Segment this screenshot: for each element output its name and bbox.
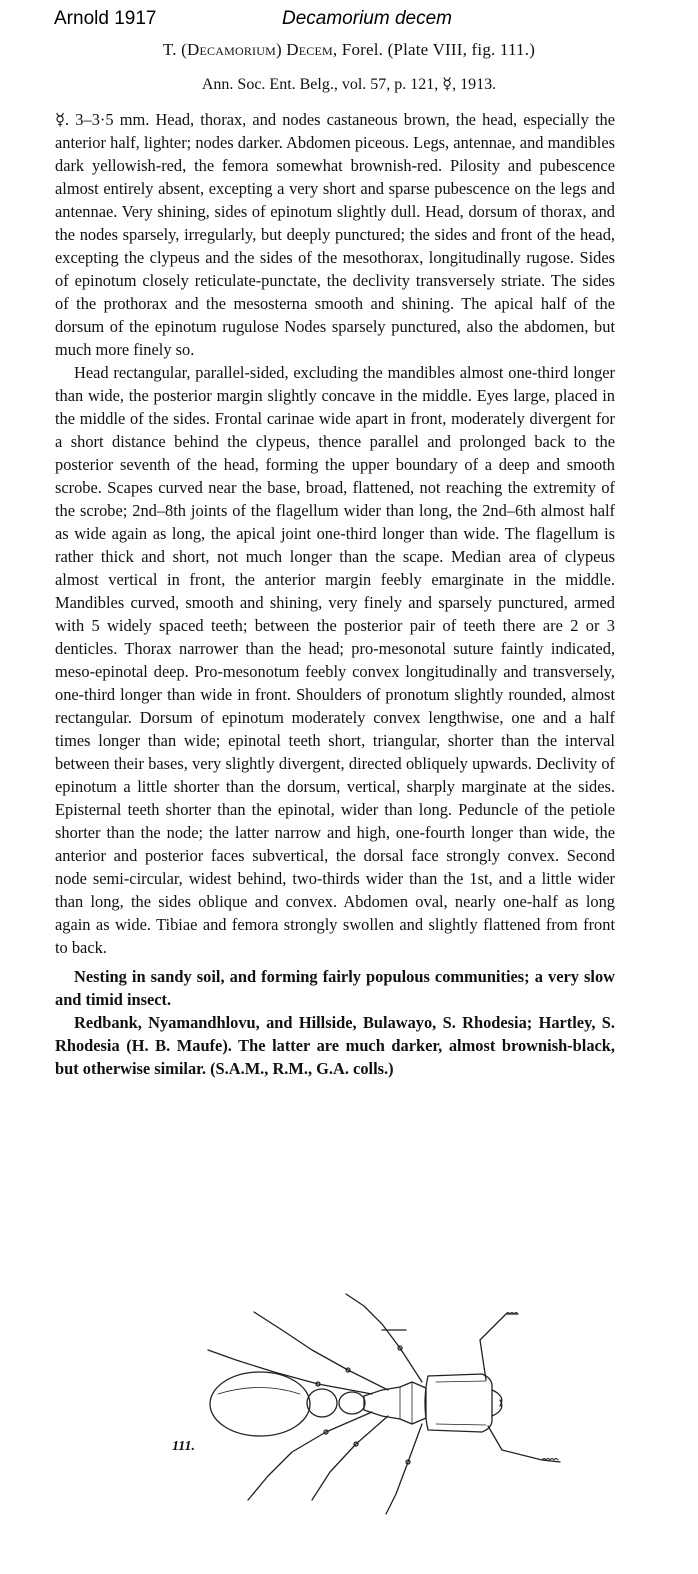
biology-paragraph: Nesting in sandy soil, and forming fairly populous communities; a very slow and timid insect. xyxy=(55,967,615,1009)
description-paragraph: ☿. 3–3·5 mm. Head, thorax, and nodes castaneous brown, the head, especially the anterior half, lighter; nodes darker. Abdomen piceous. Legs, antennae, and mandibles dark yellowish-red, the femora somewhat brownish-red. Pilosity and pubescence almost entirely absent, excepting a very short and sparse pubescence on the legs and antennae. Very shining, sides of epinotum slightly dull. Head, dorsum of thorax, and the nodes sparsely, irregularly, but deeply punctured; the sides and front of the head, excepting the clypeus and the sides of the mesothorax, longitudinally rugose. Sides of epinotum closely reticulate-punctate, the declivity transversely striate. The sides of the prothorax and the mesosterna smooth and shining. The apical half of the dorsum of the epinotum rugulose Nodes sparsely punctured, also the abdomen, but much more finely so. xyxy=(55,110,615,359)
morphology-paragraph: Head rectangular, parallel-sided, excluding the mandibles almost one-third longer than wide, the posterior margin slightly concave in the middle. Eyes large, placed in the middle of the sides. Frontal carinae wide apart in front, moderately divergent for a short distance behind the clypeus, thence parallel and prolonged back to the posterior seventh of the head, forming the upper boundary of a deep and smooth scrobe. Scapes curved near the base, broad, flattened, not reaching the extremity of the scrobe; 2nd–8th joints of the flagellum wider than long, the 2nd–6th almost half as wide again as long, the apical joint one-third longer than wide. The flagellum is rather thick and short, not much longer than the scape. Median area of clypeus almost vertical in front, the anterior margin feebly emarginate in the middle. Mandibles curved, smooth and shining, very finely and sparsely punctured, armed with 5 widely spaced teeth; between the posterior pair of teeth there are 2 or 3 denticles. Thorax narrower than the head; pro-mesonotal suture faintly indicated, meso-epinotal deep. Pro-mesonotum feebly convex longitudinally and transversely, one-third longer than wide in front. Shoulders of pronotum slightly rounded, almost rectangular. Dorsum of epinotum moderately convex lengthwise, one and a half times longer than wide; epinotal teeth short, triangular, shorter than the interval between their bases, very slightly divergent, directed obliquely upwards. Declivity of epinotum a little shorter than the dorsum, vertical, sharply marginate at the sides. Episternal teeth shorter than the epinotal, wider than long. Peduncle of the petiole shorter than the node; the latter narrow and high, one-fourth longer than wide, the anterior and posterior faces subvertical, the dorsal face strongly convex. Second node semi-circular, widest behind, two-thirds wider than the 1st, and a little wider than long, the sides oblique and convex. Abdomen oval, nearly one-half as long again as wide. Tibiae and femora strongly swollen and slightly flattened from front to back. xyxy=(55,363,615,957)
title-species: Decem xyxy=(286,40,333,59)
title-prefix: T. ( xyxy=(162,40,187,59)
header-species: Decamorium decem xyxy=(282,8,452,29)
title-close: ) xyxy=(275,40,287,59)
header-author-year: Arnold 1917 xyxy=(54,8,157,29)
title-suffix: , Forel. (Plate VIII, fig. 111.) xyxy=(332,40,536,59)
title-subgenus: Decamorium xyxy=(187,40,276,59)
species-title xyxy=(0,40,698,60)
ant-illustration xyxy=(150,1286,660,1516)
literature-reference: Ann. Soc. Ent. Belg., vol. 57, p. 121, ☿, 1913. xyxy=(201,76,497,93)
locality-paragraph: Redbank, Nyamandhlovu, and Hillside, Bulawayo, S. Rhodesia; Hartley, S. Rhodesia (H. B. Maufe). The latter are much darker, almost brownish-black, but otherwise similar. (S.A.M., R.M., G.A. colls.) xyxy=(55,1013,615,1078)
body-text xyxy=(55,108,615,1080)
figure-number: 111. xyxy=(172,1439,195,1454)
